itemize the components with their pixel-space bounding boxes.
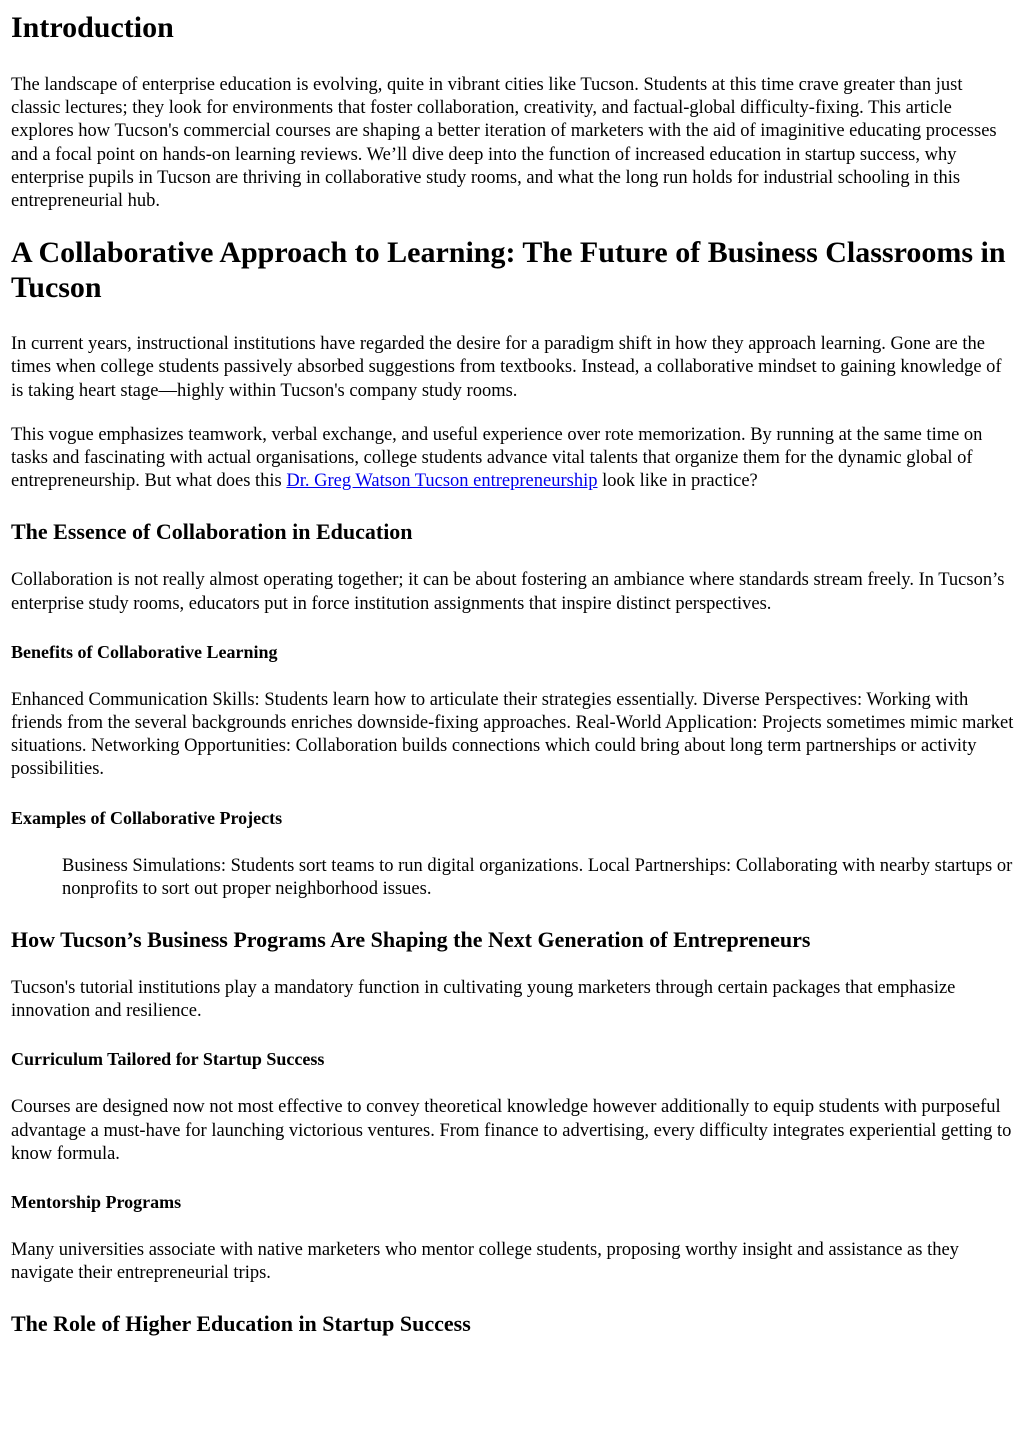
collab-paragraph-1: In current years, instructional institutions have regarded the desire for a paradigm shift in how they approach learning. Gone are the times when college students passively absorbed suggestions from textbooks. Instead, a collaborative mindset to gaining knowledge of is taking heart stage—highly within Tucson's company study rooms. — [11, 334, 1002, 401]
examples-quote: Business Simulations: Students sort teams to run digital organizations. Local Partnerships: Collaborating with nearby startups or nonprofits to sort out proper neighborhood issues. — [62, 855, 1013, 899]
heading-programs: How Tucson’s Business Programs Are Shaping the Next Generation of Entrepreneurs — [11, 927, 811, 953]
collab-paragraph-2-end: look like in practice? — [597, 471, 758, 492]
collab-paragraph-2 — [11, 424, 1014, 494]
intro-paragraph: The landscape of enterprise education is evolving, quite in vibrant cities like Tucson. Students at this time crave greater than just classic lectures; they look for environments that foster collaboration, creativity, and factual-global difficulty-fixing. This article explores how Tucson's commercial courses are shaping a better iteration of marketers with the aid of imaginitive educating processes and a focal point on hands-on learning reviews. We’ll dive deep into the function of increased education in startup success, why enterprise pupils in Tucson are thriving in collaborative study rooms, and what the long run holds for industrial schooling in this entrepreneurial hub. — [11, 75, 997, 212]
heading-introduction: Introduction — [11, 11, 174, 44]
entrepreneurship-link[interactable]: Dr. Greg Watson Tucson entrepreneurship — [286, 471, 598, 492]
heading-mentorship: Mentorship Programs — [11, 1192, 182, 1213]
heading-higher-education: The Role of Higher Education in Startup Success — [11, 1311, 471, 1337]
heading-benefits: Benefits of Collaborative Learning — [11, 641, 278, 662]
curriculum-paragraph: Courses are designed now not most effective to convey theoretical knowledge however additionally to equip students with purposeful advantage a must-have for launching victorious ventures. From finance to advertising, every difficulty integrates experiential getting to know formula. — [11, 1097, 1012, 1164]
essence-paragraph: Collaboration is not really almost operating together; it can be about fostering an ambiance where standards stream freely. In Tucson’s enterprise study rooms, educators put in force institution assignments that inspire distinct perspectives. — [11, 570, 1005, 614]
heading-curriculum: Curriculum Tailored for Startup Success — [11, 1049, 325, 1070]
heading-collaborative-approach: A Collaborative Approach to Learning: The Future of Business Classrooms in Tucson — [11, 236, 1006, 305]
benefits-paragraph: Enhanced Communication Skills: Students learn how to articulate their strategies essentially. Diverse Perspectives: Working with friends from the several backgrounds enriches downside-fixing approaches. Real-World Application: Projects sometimes mimic market situations. Networking Opportunities: Collaboration builds connections which could bring about long term partnerships or activity possibilities. — [11, 689, 1014, 780]
programs-paragraph: Tucson's tutorial institutions play a mandatory function in cultivating young marketers through certain packages that emphasize innovation and resilience. — [11, 978, 956, 1022]
collab-paragraph-2-start: This vogue emphasizes teamwork, verbal exchange, and useful experience over rote memorization. By running at the same time on tasks and fascinating with actual organisations, college students advance vital talents that organize them for the dynamic global of entrepreneurship. But what does this — [11, 424, 983, 492]
heading-essence: The Essence of Collaboration in Education — [11, 519, 413, 545]
heading-examples: Examples of Collaborative Projects — [11, 807, 283, 828]
mentorship-paragraph: Many universities associate with native marketers who mentor college students, proposing worthy insight and assistance as they navigate their entrepreneurial trips. — [11, 1240, 959, 1284]
article — [0, 10, 1024, 1337]
